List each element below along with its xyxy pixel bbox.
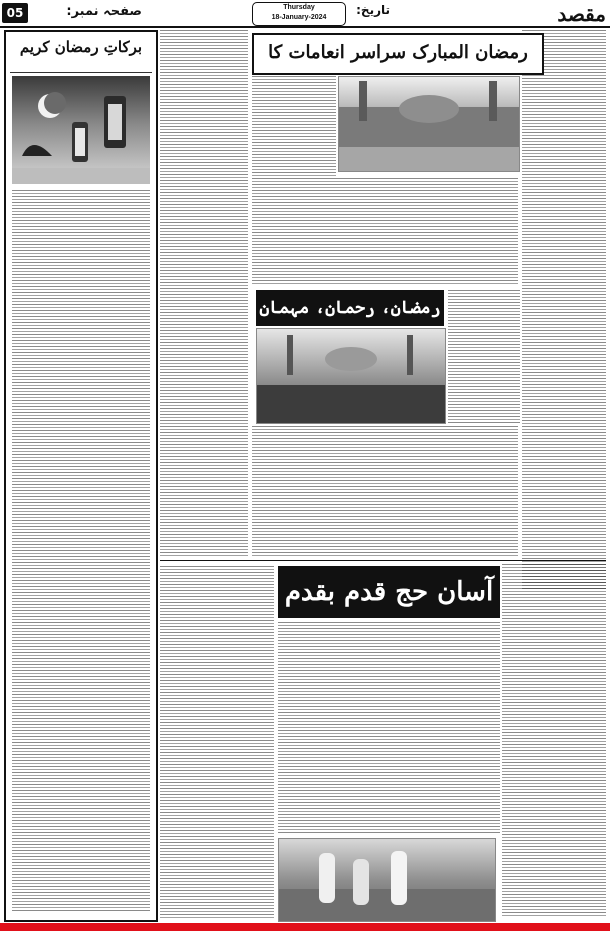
- newspaper-logo: مقصد: [557, 2, 606, 26]
- mosque-photo: [338, 76, 520, 172]
- article-2-text: [252, 426, 518, 556]
- article-3-right-text: [502, 564, 606, 918]
- masthead: [0, 0, 610, 28]
- article-1-text-a: [252, 76, 336, 176]
- article-3-left-text: [160, 566, 274, 918]
- article-3-center-text: [278, 622, 500, 834]
- headline-easy-hajj: آسان حج قدم بقدم: [278, 566, 500, 618]
- article-2-side-text: [448, 290, 520, 424]
- column-2-text: [160, 30, 248, 558]
- headline-ramadan-rewards: رمضان المبارک سراسر انعامات کا: [252, 33, 544, 75]
- right-column-text: [522, 30, 606, 590]
- hajj-pilgrims-photo: [278, 838, 496, 922]
- section-divider: [160, 560, 606, 561]
- lantern-illustration: [12, 76, 150, 184]
- pilgrims-illustration: [279, 839, 495, 921]
- page-number-box: [2, 3, 144, 23]
- crowd-illustration: [257, 329, 445, 423]
- left-column-text: [12, 190, 150, 912]
- mosque-illustration: [339, 77, 519, 171]
- left-column: [4, 30, 158, 922]
- date-label: تاریخ:: [356, 3, 390, 17]
- headline-ramadan-guest: رمضان، رحمان، مہمان: [256, 290, 444, 326]
- day-text: Thursday: [283, 4, 315, 11]
- left-column-title: برکاتِ رمضان کریم: [10, 38, 152, 73]
- page-number-label: صفحہ نمبر:: [66, 4, 142, 19]
- date-text: 18-January-2024: [271, 14, 327, 21]
- crowd-mosque-photo: [256, 328, 446, 424]
- bottom-red-bar: [0, 923, 610, 931]
- page-number: 05: [2, 3, 28, 23]
- date-box: [252, 2, 346, 26]
- article-1-text-b: [252, 178, 518, 286]
- ramadan-lantern-image: [12, 76, 150, 184]
